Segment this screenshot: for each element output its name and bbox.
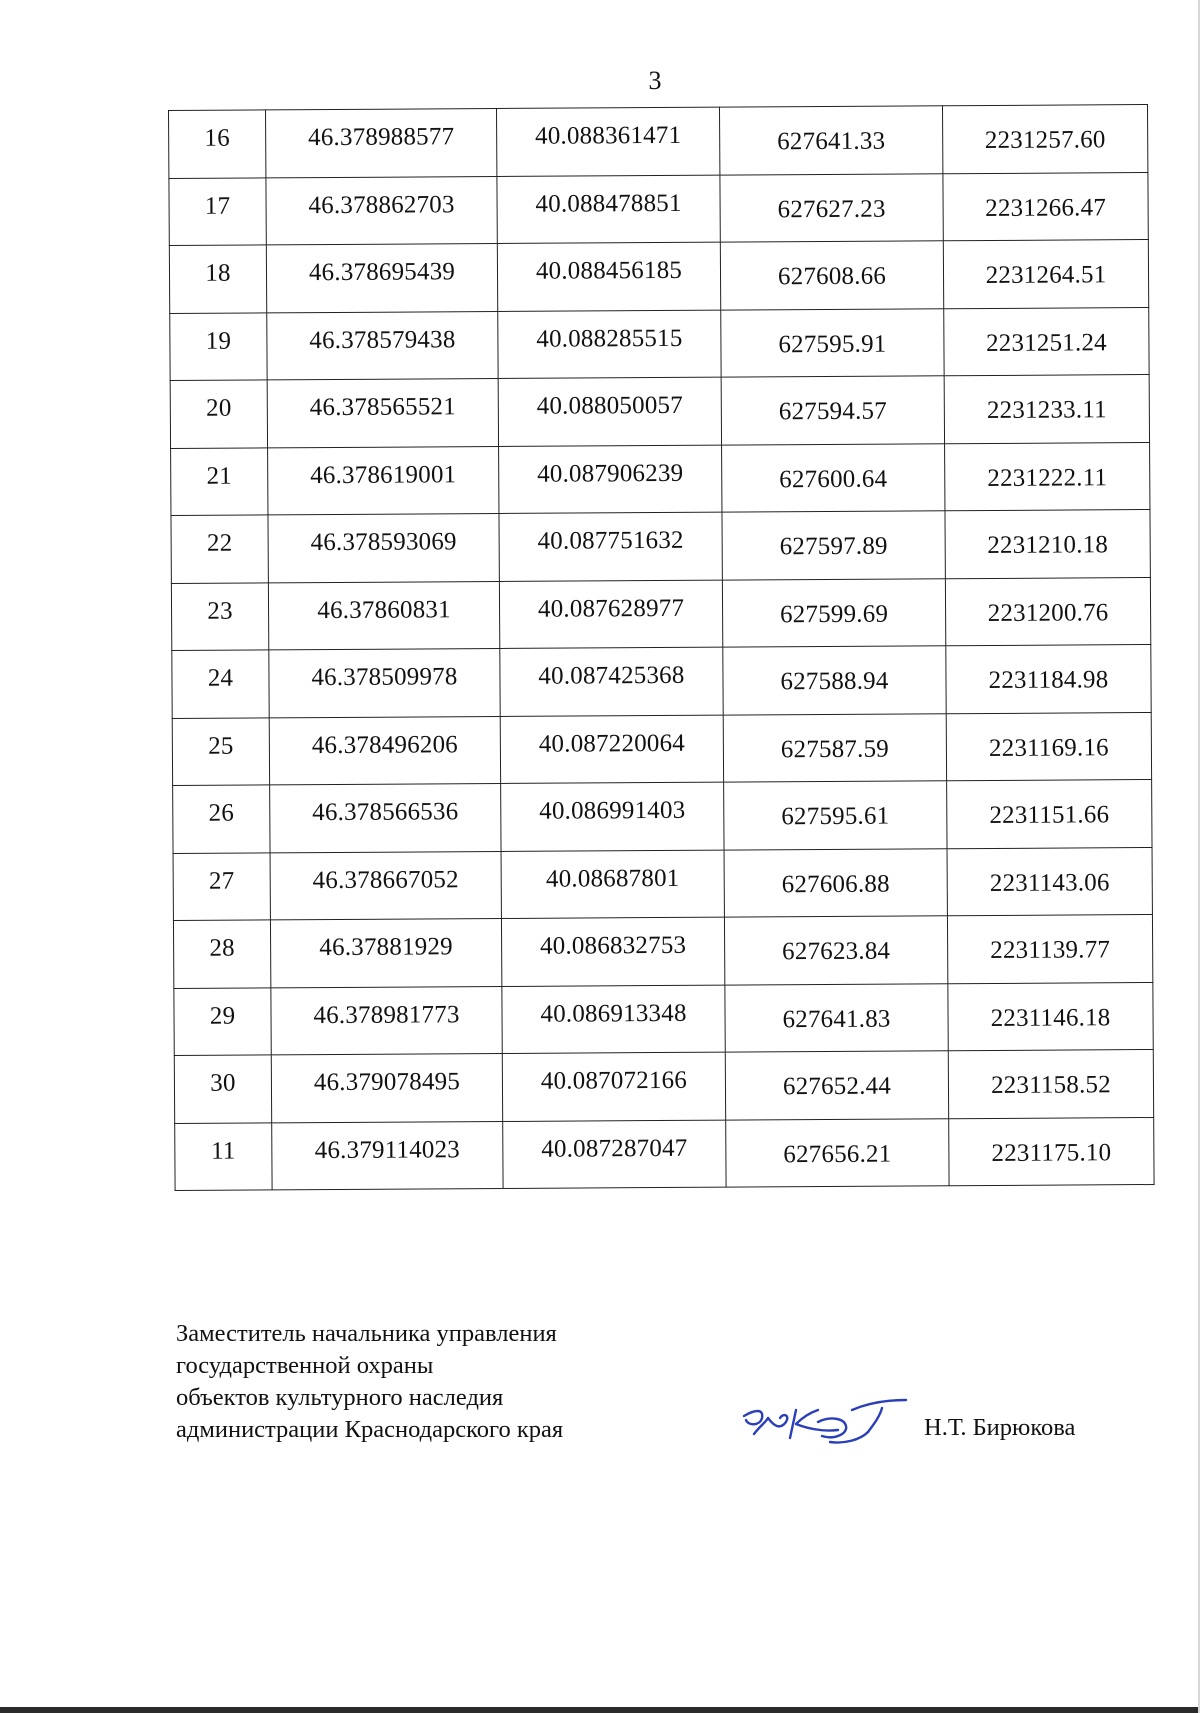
cell-text: 19 xyxy=(205,327,232,355)
point-number-cell xyxy=(170,312,267,380)
latitude-cell xyxy=(269,648,500,717)
cell-text: 2231222.11 xyxy=(987,464,1108,492)
point-number-cell xyxy=(169,177,266,245)
cell-text: 40.088361471 xyxy=(535,122,682,151)
y-coordinate-cell xyxy=(945,442,1150,511)
cell-text: 17 xyxy=(204,192,231,220)
cell-text: 627594.57 xyxy=(778,397,887,426)
cell-text: 627588.94 xyxy=(780,667,889,696)
table-row xyxy=(170,307,1149,380)
latitude-cell xyxy=(266,243,497,312)
y-coordinate-cell xyxy=(948,982,1153,1051)
cell-text: 11 xyxy=(211,1137,236,1165)
cell-text: 20 xyxy=(206,394,232,423)
x-coordinate-cell xyxy=(720,173,943,242)
cell-text: 40.087906239 xyxy=(537,459,684,488)
x-coordinate-cell xyxy=(724,916,947,985)
cell-text: 26 xyxy=(208,799,235,828)
point-number-cell xyxy=(171,582,268,650)
cell-text: 2231266.47 xyxy=(985,194,1107,222)
point-number-cell xyxy=(172,650,269,718)
cell-text: 18 xyxy=(205,259,231,288)
cell-text: 627641.33 xyxy=(777,127,886,156)
table-row xyxy=(172,712,1151,785)
longitude-cell xyxy=(497,242,720,311)
longitude-cell xyxy=(499,445,722,514)
cell-text: 627627.23 xyxy=(777,195,886,224)
latitude-cell xyxy=(268,581,499,650)
point-number-cell xyxy=(169,110,266,178)
latitude-cell xyxy=(270,918,501,987)
y-coordinate-cell xyxy=(945,510,1150,579)
table-row xyxy=(169,240,1148,313)
longitude-cell xyxy=(498,310,721,379)
cell-text: 16 xyxy=(204,124,230,153)
x-coordinate-cell xyxy=(721,376,944,445)
table-row xyxy=(173,915,1152,988)
point-number-cell xyxy=(174,1055,271,1123)
x-coordinate-cell xyxy=(722,511,945,580)
cell-text: 24 xyxy=(207,664,234,693)
y-coordinate-cell xyxy=(943,240,1148,309)
cell-text: 23 xyxy=(207,597,233,625)
longitude-cell xyxy=(498,377,721,446)
cell-text: 40.088285515 xyxy=(536,324,683,353)
y-coordinate-cell xyxy=(946,645,1151,714)
cell-text: 46.378566536 xyxy=(312,798,459,827)
table-row xyxy=(169,172,1148,245)
cell-text: 627623.84 xyxy=(782,937,891,966)
cell-text: 627608.66 xyxy=(777,262,887,291)
longitude-cell xyxy=(501,850,724,919)
y-coordinate-cell xyxy=(944,307,1149,376)
cell-text: 28 xyxy=(209,934,235,963)
y-coordinate-cell xyxy=(947,780,1152,849)
cell-text: 627656.21 xyxy=(783,1140,892,1169)
table-row xyxy=(173,780,1152,853)
cell-text: 46.378619001 xyxy=(310,460,457,489)
x-coordinate-cell xyxy=(722,578,945,647)
cell-text: 2231175.10 xyxy=(991,1139,1112,1167)
cell-text: 40.08687801 xyxy=(545,864,680,893)
cell-text: 2231257.60 xyxy=(984,126,1106,155)
cell-text: 40.086832753 xyxy=(539,932,687,960)
cell-text: 46.378862703 xyxy=(308,191,455,219)
cell-text: 40.087072166 xyxy=(540,1067,688,1095)
cell-text: 2231146.18 xyxy=(990,1004,1111,1032)
longitude-cell xyxy=(501,917,724,986)
y-coordinate-cell xyxy=(947,847,1152,916)
latitude-cell xyxy=(267,378,498,447)
cell-text: 46.378988577 xyxy=(308,123,455,152)
cell-text: 40.087220064 xyxy=(538,729,686,758)
latitude-cell xyxy=(267,311,498,380)
cell-text: 627606.88 xyxy=(781,870,890,899)
point-number-cell xyxy=(173,785,270,853)
y-coordinate-cell xyxy=(947,915,1152,984)
cell-text: 627587.59 xyxy=(780,735,890,764)
cell-text: 46.37881929 xyxy=(319,933,453,962)
table-row xyxy=(175,1117,1154,1190)
longitude-cell xyxy=(499,580,722,649)
coordinates-table xyxy=(168,104,1155,1191)
x-coordinate-cell xyxy=(722,443,945,512)
x-coordinate-cell xyxy=(720,241,943,310)
cell-text: 30 xyxy=(210,1069,236,1098)
table-row xyxy=(174,1049,1153,1122)
latitude-cell xyxy=(266,108,497,177)
latitude-cell xyxy=(268,513,499,582)
cell-text: 627641.83 xyxy=(782,1005,891,1034)
cell-text: 40.087628977 xyxy=(537,594,685,623)
cell-text: 40.087425368 xyxy=(538,662,685,690)
x-coordinate-cell xyxy=(721,308,944,377)
cell-text: 40.087287047 xyxy=(541,1134,688,1163)
point-number-cell xyxy=(173,852,270,920)
cell-text: 46.378565521 xyxy=(309,393,456,422)
y-coordinate-cell xyxy=(949,1117,1154,1186)
x-coordinate-cell xyxy=(719,106,942,175)
cell-text: 46.378695439 xyxy=(308,258,456,287)
y-coordinate-cell xyxy=(942,105,1147,174)
scan-edge-bottom xyxy=(0,1707,1200,1713)
cell-text: 46.378667052 xyxy=(312,865,459,894)
cell-text: 25 xyxy=(208,732,234,760)
x-coordinate-cell xyxy=(725,983,948,1052)
cell-text: 2231200.76 xyxy=(987,599,1109,627)
y-coordinate-cell xyxy=(945,577,1150,646)
signer-position xyxy=(176,1318,563,1446)
longitude-cell xyxy=(502,985,725,1054)
longitude-cell xyxy=(503,1120,726,1189)
coordinates-table-body xyxy=(169,105,1155,1191)
cell-text: 627600.64 xyxy=(779,465,888,494)
latitude-cell xyxy=(270,851,501,920)
cell-text: 2231143.06 xyxy=(989,869,1110,897)
longitude-cell xyxy=(501,782,724,851)
cell-text: 21 xyxy=(206,462,233,490)
cell-text: 46.37860831 xyxy=(317,596,451,624)
cell-text: 627597.89 xyxy=(779,532,888,561)
signer-position-line-4: администрации Краснодарского края xyxy=(176,1416,564,1443)
cell-text: 2231233.11 xyxy=(986,396,1107,425)
table-row xyxy=(171,510,1150,583)
cell-text: 27 xyxy=(208,867,235,895)
cell-text: 2231184.98 xyxy=(988,666,1109,695)
point-number-cell xyxy=(174,987,271,1055)
latitude-cell xyxy=(266,176,497,245)
x-coordinate-cell xyxy=(723,646,946,715)
table-row xyxy=(174,982,1153,1055)
cell-text: 2231139.77 xyxy=(990,936,1111,965)
cell-text: 40.086913348 xyxy=(540,999,687,1028)
page-number: 3 xyxy=(648,66,662,95)
x-coordinate-cell xyxy=(723,713,946,782)
latitude-cell xyxy=(269,716,500,785)
y-coordinate-cell xyxy=(946,712,1151,781)
latitude-cell xyxy=(272,1121,503,1190)
longitude-cell xyxy=(500,647,723,716)
cell-text: 627652.44 xyxy=(782,1072,892,1101)
signer-position-line-2: государственной охраны xyxy=(176,1352,434,1379)
longitude-cell xyxy=(497,175,720,244)
y-coordinate-cell xyxy=(948,1049,1153,1118)
latitude-cell xyxy=(268,446,499,515)
longitude-cell xyxy=(496,107,719,176)
cell-text: 627595.61 xyxy=(781,802,890,831)
signer-position-line-1: Заместитель начальника управления xyxy=(176,1320,557,1347)
cell-text: 29 xyxy=(209,1002,236,1030)
cell-text: 2231210.18 xyxy=(987,531,1109,560)
cell-text: 46.378593069 xyxy=(310,528,457,557)
point-number-cell xyxy=(171,515,268,583)
cell-text: 40.088050057 xyxy=(536,392,683,421)
y-coordinate-cell xyxy=(943,172,1148,241)
table-row xyxy=(173,847,1152,920)
longitude-cell xyxy=(500,715,723,784)
longitude-cell xyxy=(499,512,722,581)
cell-text: 40.088478851 xyxy=(535,189,682,218)
table-row xyxy=(170,375,1149,448)
handwritten-signature xyxy=(734,1386,914,1456)
cell-text: 2231264.51 xyxy=(985,261,1107,290)
cell-text: 40.088456185 xyxy=(535,257,683,286)
x-coordinate-cell xyxy=(724,781,947,850)
point-number-cell xyxy=(169,245,266,313)
cell-text: 46.379078495 xyxy=(313,1068,461,1097)
cell-text: 2231151.66 xyxy=(989,801,1110,830)
x-coordinate-cell xyxy=(726,1118,949,1187)
cell-text: 627595.91 xyxy=(778,330,887,359)
cell-text: 40.087751632 xyxy=(537,527,684,556)
latitude-cell xyxy=(271,1053,502,1122)
y-coordinate-cell xyxy=(944,375,1149,444)
cell-text: 46.378981773 xyxy=(313,1000,460,1029)
point-number-cell xyxy=(170,380,267,448)
table-row xyxy=(169,105,1148,178)
table-row xyxy=(172,645,1151,718)
cell-text: 46.379114023 xyxy=(314,1135,461,1164)
cell-text: 2231169.16 xyxy=(988,734,1109,762)
latitude-cell xyxy=(270,783,501,852)
x-coordinate-cell xyxy=(724,848,947,917)
cell-text: 46.378509978 xyxy=(311,663,458,692)
cell-text: 46.378579438 xyxy=(309,325,456,354)
point-number-cell xyxy=(175,1122,272,1190)
cell-text: 2231251.24 xyxy=(985,329,1107,357)
table-row xyxy=(171,577,1150,650)
cell-text: 22 xyxy=(206,529,233,558)
signer-name: Н.Т. Бирюкова xyxy=(924,1414,1076,1441)
point-number-cell xyxy=(171,447,268,515)
point-number-cell xyxy=(172,717,269,785)
longitude-cell xyxy=(502,1052,725,1121)
cell-text: 627599.69 xyxy=(779,600,889,629)
x-coordinate-cell xyxy=(725,1051,948,1120)
point-number-cell xyxy=(173,920,270,988)
signer-position-line-3: объектов культурного наследия xyxy=(176,1384,504,1411)
table-row xyxy=(171,442,1150,515)
cell-text: 2231158.52 xyxy=(990,1071,1111,1100)
cell-text: 46.378496206 xyxy=(311,730,459,759)
cell-text: 40.086991403 xyxy=(539,797,686,825)
latitude-cell xyxy=(271,986,502,1055)
